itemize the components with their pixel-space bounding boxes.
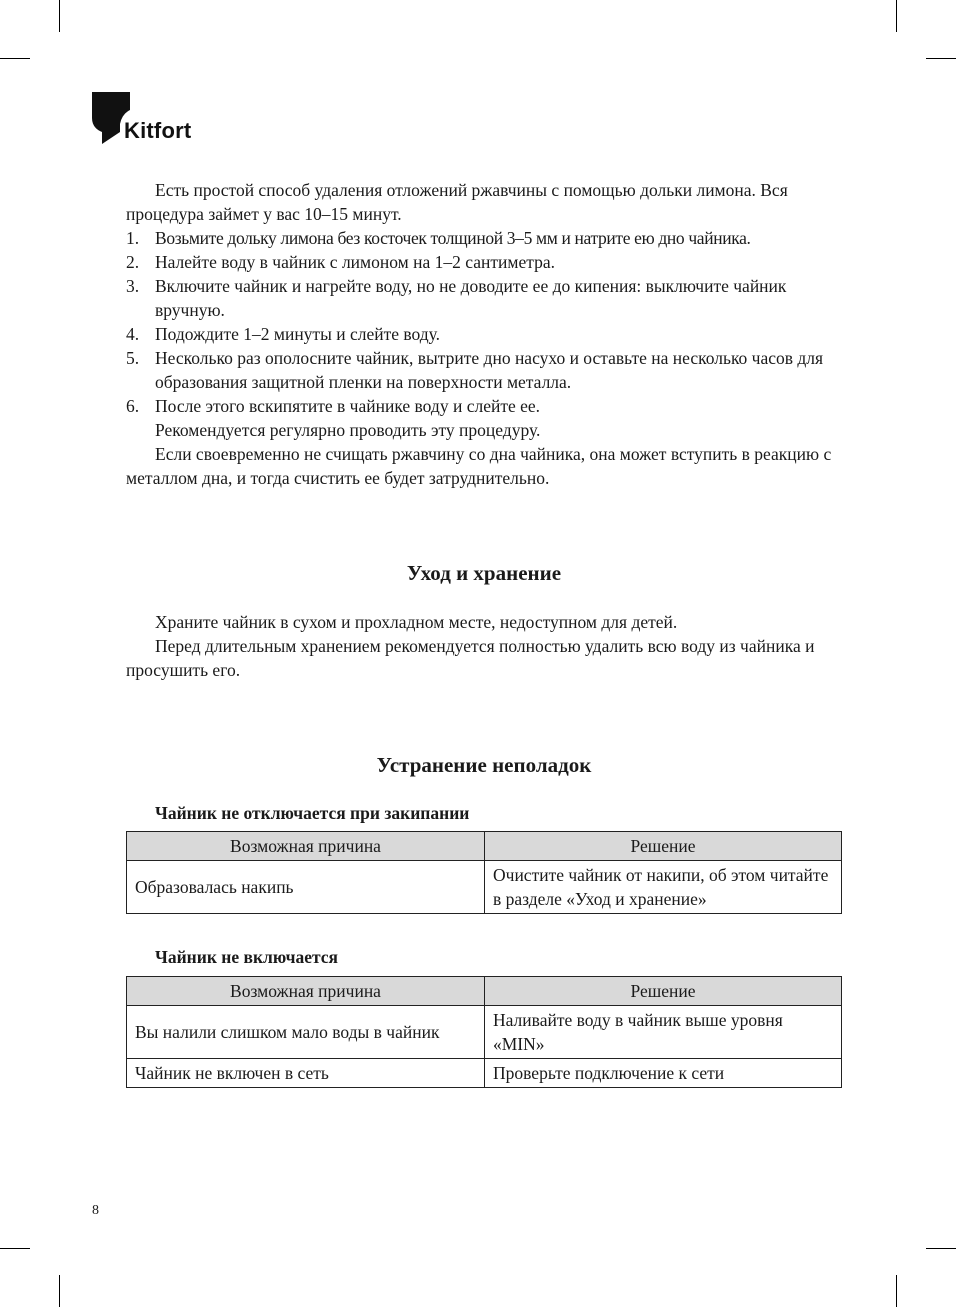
- care-section: [126, 610, 842, 682]
- solution-cell: Наливайте воду в чайник выше уровня «MIN»: [485, 1006, 842, 1059]
- brand-logo: [92, 92, 191, 144]
- table-header-row: [127, 977, 842, 1006]
- list-item: 2. Налейте воду в чайник с лимоном на 1–2 сантиметра.: [126, 252, 555, 272]
- crop-mark: [926, 1248, 956, 1249]
- list-item: 6. После этого вскипятите в чайнике воду и слейте ее.: [126, 396, 541, 416]
- crop-mark: [896, 1275, 897, 1307]
- solution-cell: Очистите чайник от накипи, об этом читайте в разделе «Уход и хранение»: [485, 861, 842, 914]
- table-row: [127, 861, 842, 914]
- table-row: [127, 1006, 842, 1059]
- crop-mark: [59, 1275, 60, 1307]
- descaling-section: [126, 178, 842, 490]
- header-solution: Решение: [485, 977, 842, 1006]
- cause-cell: Вы налили слишком мало воды в чайник: [127, 1006, 485, 1059]
- crop-mark: [59, 0, 60, 32]
- crop-mark: [0, 1248, 30, 1249]
- cause-cell: Чайник не включен в сеть: [127, 1059, 485, 1088]
- table-header-row: [127, 832, 842, 861]
- list-item: 1. Возьмите дольку лимона без косточек толщиной 3–5 мм и натрите ею дно чайника.: [126, 228, 751, 248]
- cause-cell: Образовалась накипь: [127, 861, 485, 914]
- crop-mark: [926, 58, 956, 59]
- care-title: Уход и хранение: [406, 561, 562, 585]
- troubleshooting-table-2: [126, 976, 842, 1088]
- page-number: 8: [92, 1203, 99, 1218]
- table-row: [127, 1059, 842, 1088]
- troubleshooting-title: Устранение неполадок: [376, 753, 592, 777]
- crop-mark: [896, 0, 897, 32]
- list-item: 3. Включите чайник и нагрейте воду, но не доводите ее до кипения: выключите чайник вручную.: [126, 276, 787, 320]
- steps-list: [126, 226, 842, 418]
- troubleshooting-table-1: [126, 831, 842, 914]
- care-paragraph-2: Перед длительным хранением рекомендуется полностью удалить всю воду из чайника и просушить его.: [126, 636, 815, 680]
- recommend-text: Рекомендуется регулярно проводить эту процедуру.: [155, 420, 541, 440]
- list-item: 4. Подождите 1–2 минуты и слейте воду.: [126, 324, 441, 344]
- list-item: 5. Несколько раз ополосните чайник, вытрите дно насухо и оставьте на несколько часов для образования защитной пленки на поверхности металла.: [126, 348, 824, 392]
- table1-title: Чайник не отключается при закипании: [155, 803, 470, 823]
- intro-paragraph: Есть простой способ удаления отложений ржавчины с помощью дольки лимона. Вся процедура займет у вас 10–15 минут.: [126, 180, 788, 224]
- solution-cell: Проверьте подключение к сети: [485, 1059, 842, 1088]
- brand-name: Kitfort: [124, 118, 192, 143]
- care-paragraph-1: Храните чайник в сухом и прохладном месте, недоступном для детей.: [155, 612, 678, 632]
- header-solution: Решение: [485, 832, 842, 861]
- warning-text: Если своевременно не счищать ржавчину со дна чайника, она может вступить в реакцию с металлом дна, и тогда счистить ее будет затруднительно.: [126, 444, 832, 488]
- table2-title: Чайник не включается: [155, 947, 339, 967]
- header-cause: Возможная причина: [127, 832, 485, 861]
- crop-mark: [0, 58, 30, 59]
- header-cause: Возможная причина: [127, 977, 485, 1006]
